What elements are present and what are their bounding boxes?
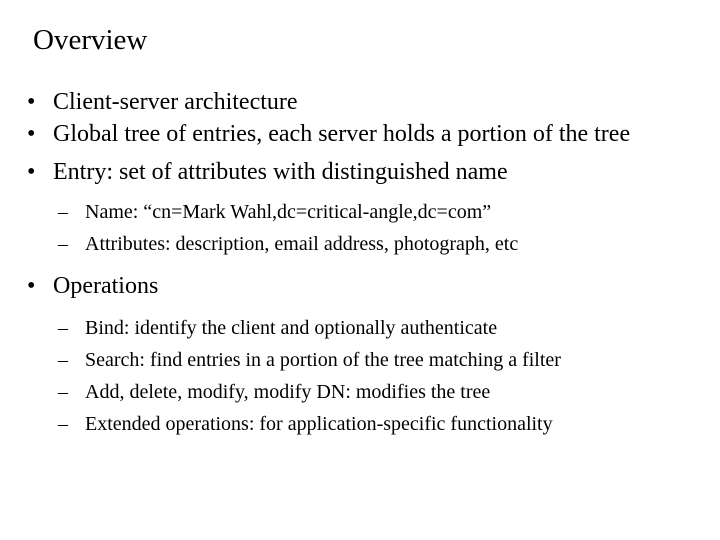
bullet-mark: •: [27, 273, 36, 299]
dash-mark: –: [58, 413, 68, 435]
dash-mark: –: [58, 317, 68, 339]
sub-text: Search: find entries in a portion of the tree matching a filter: [85, 349, 561, 371]
bullet-list: [0, 86, 720, 450]
slide-title: Overview: [33, 24, 148, 56]
sub-list: [0, 312, 720, 440]
sub-text: Extended operations: for application-specific functionality: [85, 413, 553, 435]
dash-mark: –: [58, 381, 68, 403]
sub-list: [0, 196, 720, 260]
bullet-item: [0, 86, 653, 118]
bullet-item: [0, 156, 653, 188]
bullet-mark: •: [27, 159, 36, 185]
bullet-text: Global tree of entries, each server holds a portion of the tree: [53, 121, 631, 147]
bullet-item: [0, 270, 653, 302]
sub-item: [0, 376, 720, 408]
sub-text: Bind: identify the client and optionally authenticate: [85, 317, 498, 339]
sub-text: Add, delete, modify, modify DN: modifies the tree: [85, 381, 491, 403]
sub-item: [0, 408, 720, 440]
dash-mark: –: [58, 233, 68, 255]
bullet-item: [0, 118, 653, 150]
bullet-text: Operations: [53, 273, 159, 299]
sub-item: [0, 312, 720, 344]
sub-text: Name: “cn=Mark Wahl,dc=critical-angle,dc=com”: [85, 201, 492, 223]
dash-mark: –: [58, 201, 68, 223]
bullet-text: Client-server architecture: [53, 89, 298, 115]
sub-text: Attributes: description, email address, photograph, etc: [85, 233, 519, 255]
dash-mark: –: [58, 349, 68, 371]
bullet-text: Entry: set of attributes with distinguished name: [53, 159, 508, 185]
sub-item: [0, 344, 720, 376]
sub-item: [0, 228, 720, 260]
sub-item: [0, 196, 720, 228]
bullet-mark: •: [27, 89, 36, 115]
bullet-mark: •: [27, 121, 36, 147]
